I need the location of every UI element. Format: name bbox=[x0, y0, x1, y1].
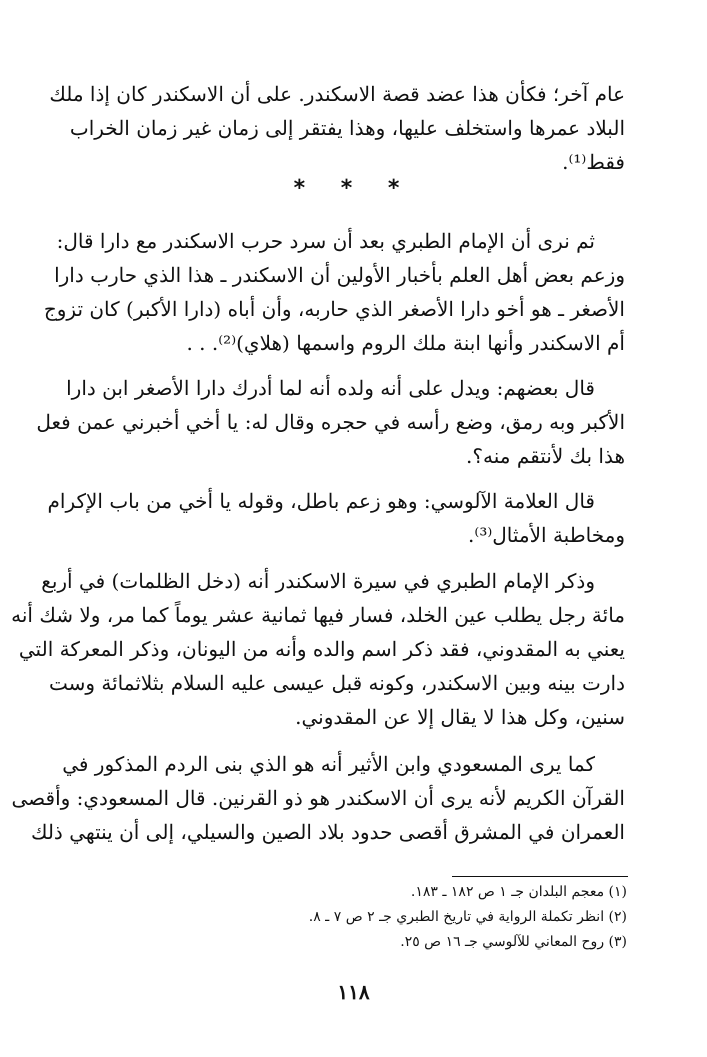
footnote: (٢) انظر تكملة الرواية في تاريخ الطبري جـ ٢ ص ٧ ـ ٨. bbox=[308, 909, 627, 925]
text-line: البلاد عمرها واستخلف عليها، وهذا يفتقر إلى زمان غير زمان الخراب bbox=[69, 116, 625, 140]
text-line: ومخاطبة الأمثال⁽³⁾. bbox=[468, 523, 625, 547]
text-line: كما يرى المسعودي وابن الأثير أنه هو الذي بنى الردم المذكور في bbox=[62, 752, 595, 776]
text-line: الأصغر ـ هو أخو دارا الأصغر الذي حاربه، وأن أباه (دارا الأكبر) كان تزوج bbox=[43, 297, 625, 321]
text-line: الأكبر وبه رمق، وضع رأسه في حجره وقال له: يا أخي أخبرني عمن فعل bbox=[36, 410, 625, 434]
footnote: (٣) روح المعاني للآلوسي جـ ١٦ ص ٢٥. bbox=[400, 934, 627, 950]
text-line: دارت بينه وبين الاسكندر، وكونه قبل عيسى عليه السلام بثلاثمائة وست bbox=[48, 671, 625, 695]
text-line: مائة رجل يطلب عين الخلد، فسار فيها ثمانية عشر يوماً كما مر، ولا شك أنه bbox=[11, 603, 625, 627]
text-line: سنين، وكل هذا لا يقال إلا عن المقدوني. bbox=[295, 705, 625, 729]
text-line: العمران في المشرق أقصى حدود بلاد الصين والسيلي، إلى أن ينتهي ذلك bbox=[30, 820, 625, 844]
page-number: ١١٨ bbox=[337, 980, 370, 1004]
text-line: يعني به المقدوني، فقد ذكر اسم والده وأنه من اليونان، وذكر المعركة التي bbox=[18, 637, 625, 661]
text-line: وذكر الإمام الطبري في سيرة الاسكندر أنه (دخل الظلمات) في أربع bbox=[41, 569, 595, 593]
text-line: فقط⁽¹⁾. bbox=[562, 150, 625, 174]
section-separator: * * * bbox=[293, 176, 414, 201]
text-line: قال بعضهم: ويدل على أنه ولده أنه لما أدرك دارا الأصغر ابن دارا bbox=[66, 376, 595, 400]
footnote-rule bbox=[452, 876, 628, 877]
text-line: القرآن الكريم لأنه يرى أن الاسكندر هو ذو القرنين. قال المسعودي: وأقصى bbox=[11, 786, 625, 810]
footnote: (١) معجم البلدان جـ ١ ص ١٨٢ ـ ١٨٣. bbox=[410, 884, 627, 900]
text-line: أم الاسكندر وأنها ابنة ملك الروم واسمها (هلاي)⁽²⁾. . . bbox=[186, 331, 625, 355]
text-line: وزعم بعض أهل العلم بأخبار الأولين أن الاسكندر ـ هذا الذي حارب دارا bbox=[54, 263, 625, 287]
text-line: قال العلامة الآلوسي: وهو زعم باطل، وقوله يا أخي من باب الإكرام bbox=[47, 489, 595, 513]
text-line: هذا بك لأنتقم منه؟. bbox=[466, 444, 625, 468]
text-line: ثم نرى أن الإمام الطبري بعد أن سرد حرب الاسكندر مع دارا قال: bbox=[56, 229, 595, 253]
text-line: عام آخر؛ فكأن هذا عضد قصة الاسكندر. على أن الاسكندر كان إذا ملك bbox=[49, 82, 625, 106]
